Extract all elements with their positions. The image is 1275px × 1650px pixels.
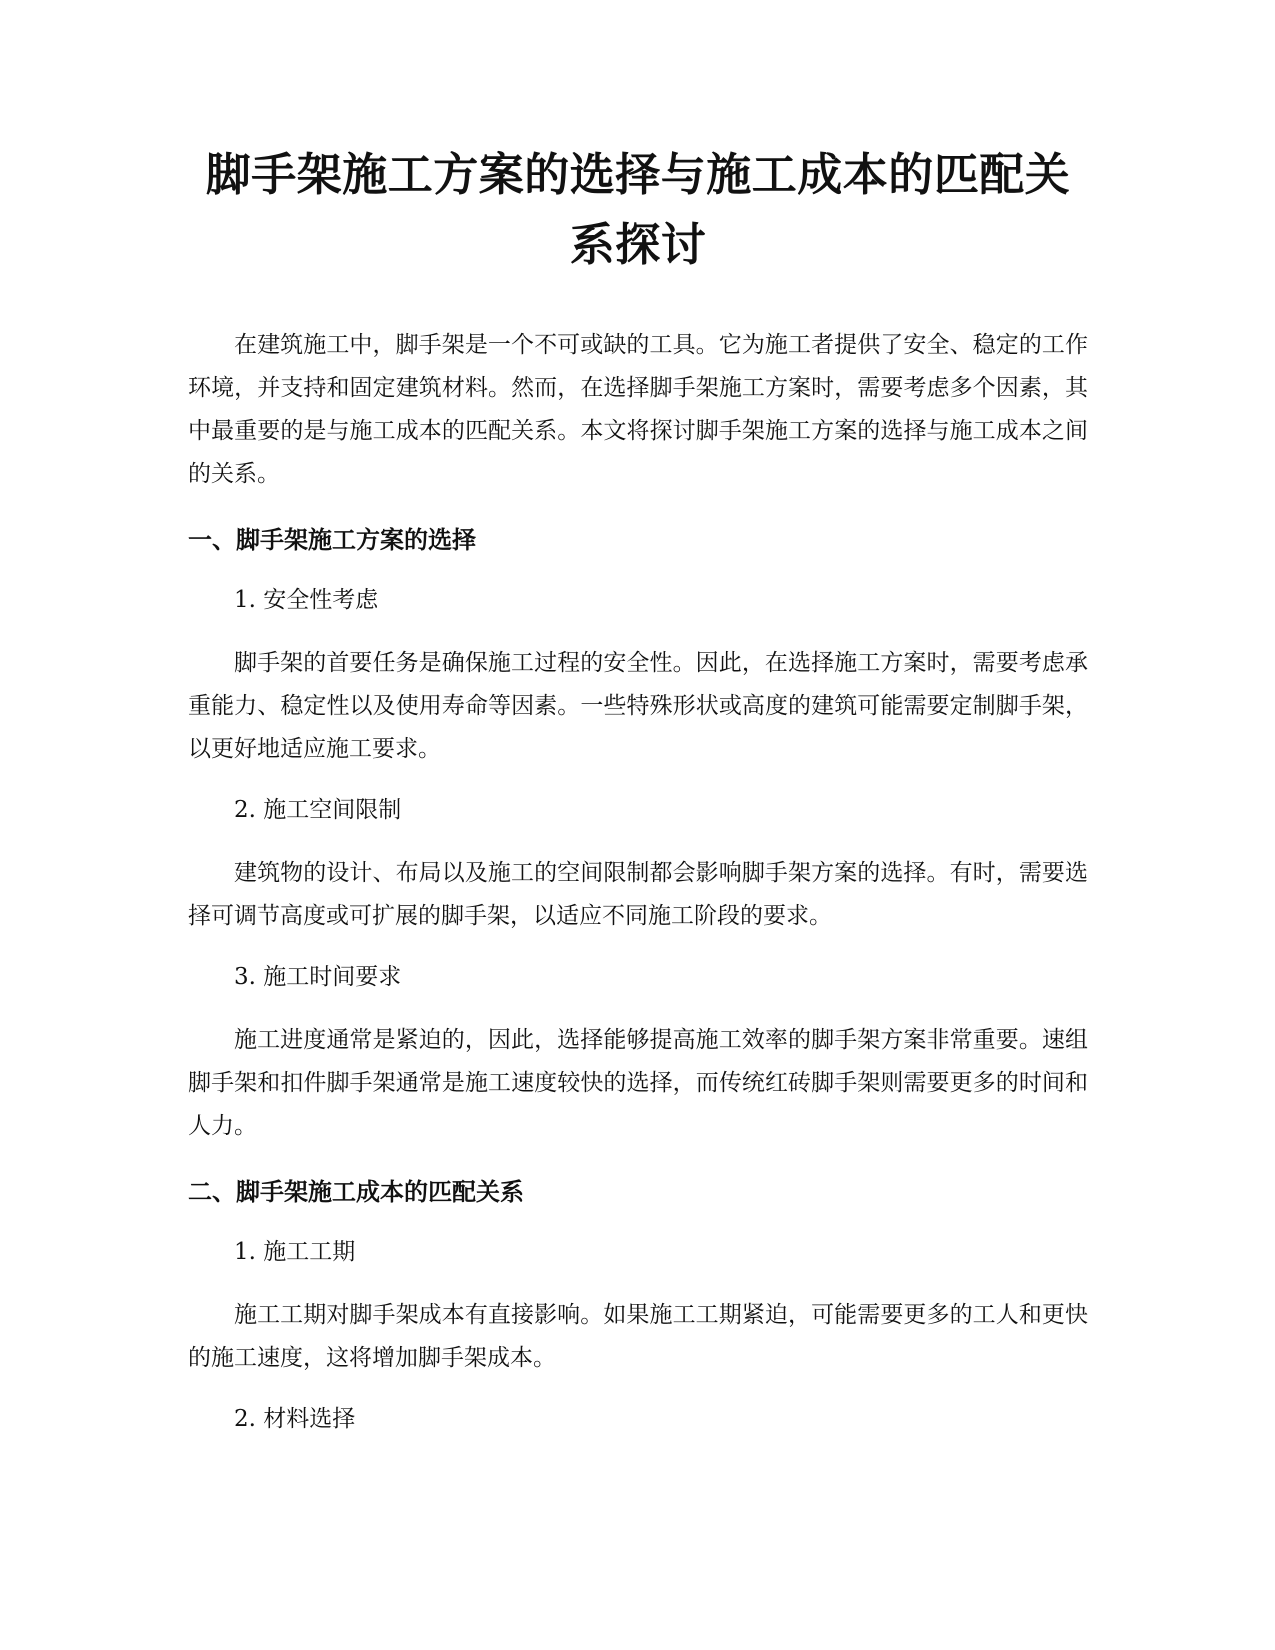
section-2-item-2-subheading: 2. 材料选择 [234, 1406, 356, 1432]
section-1-item-1-subheading: 1. 安全性考虑 [234, 587, 379, 613]
document-title [188, 140, 1088, 280]
section-1-item-3-subheading: 3. 施工时间要求 [234, 964, 402, 990]
section-1-item-3-text: 施工进度通常是紧迫的，因此，选择能够提高施工效率的脚手架方案非常重要。速组脚手架和扣件脚手架通常是施工速度较快的选择，而传统红砖脚手架则需要更多的时间和人力。 [188, 1027, 1088, 1139]
title-line-1: 脚手架施工方案的选择与施工成本的匹配关 [205, 148, 1071, 201]
section-1-item-2-text: 建筑物的设计、布局以及施工的空间限制都会影响脚手架方案的选择。有时，需要选择可调节高度或可扩展的脚手架，以适应不同施工阶段的要求。 [188, 860, 1088, 929]
section-1-heading: 一、脚手架施工方案的选择 [188, 526, 476, 554]
section-2-item-1-text: 施工工期对脚手架成本有直接影响。如果施工工期紧迫，可能需要更多的工人和更快的施工速度，这将增加脚手架成本。 [188, 1302, 1088, 1371]
document-page [188, 140, 1088, 1461]
intro-paragraph: 在建筑施工中，脚手架是一个不可或缺的工具。它为施工者提供了安全、稳定的工作环境，并支持和固定建筑材料。然而，在选择脚手架施工方案时，需要考虑多个因素，其中最重要的是与施工成本的匹配关系。本文将探讨脚手架施工方案的选择与施工成本之间的关系。 [188, 332, 1088, 487]
section-2-heading: 二、脚手架施工成本的匹配关系 [188, 1178, 524, 1206]
section-2-item-1-subheading: 1. 施工工期 [234, 1239, 356, 1265]
section-1-item-1-text: 脚手架的首要任务是确保施工过程的安全性。因此，在选择施工方案时，需要考虑承重能力、稳定性以及使用寿命等因素。一些特殊形状或高度的建筑可能需要定制脚手架，以更好地适应施工要求。 [188, 650, 1088, 762]
title-line-2: 系探讨 [569, 218, 707, 271]
section-1-item-2-subheading: 2. 施工空间限制 [234, 797, 402, 823]
